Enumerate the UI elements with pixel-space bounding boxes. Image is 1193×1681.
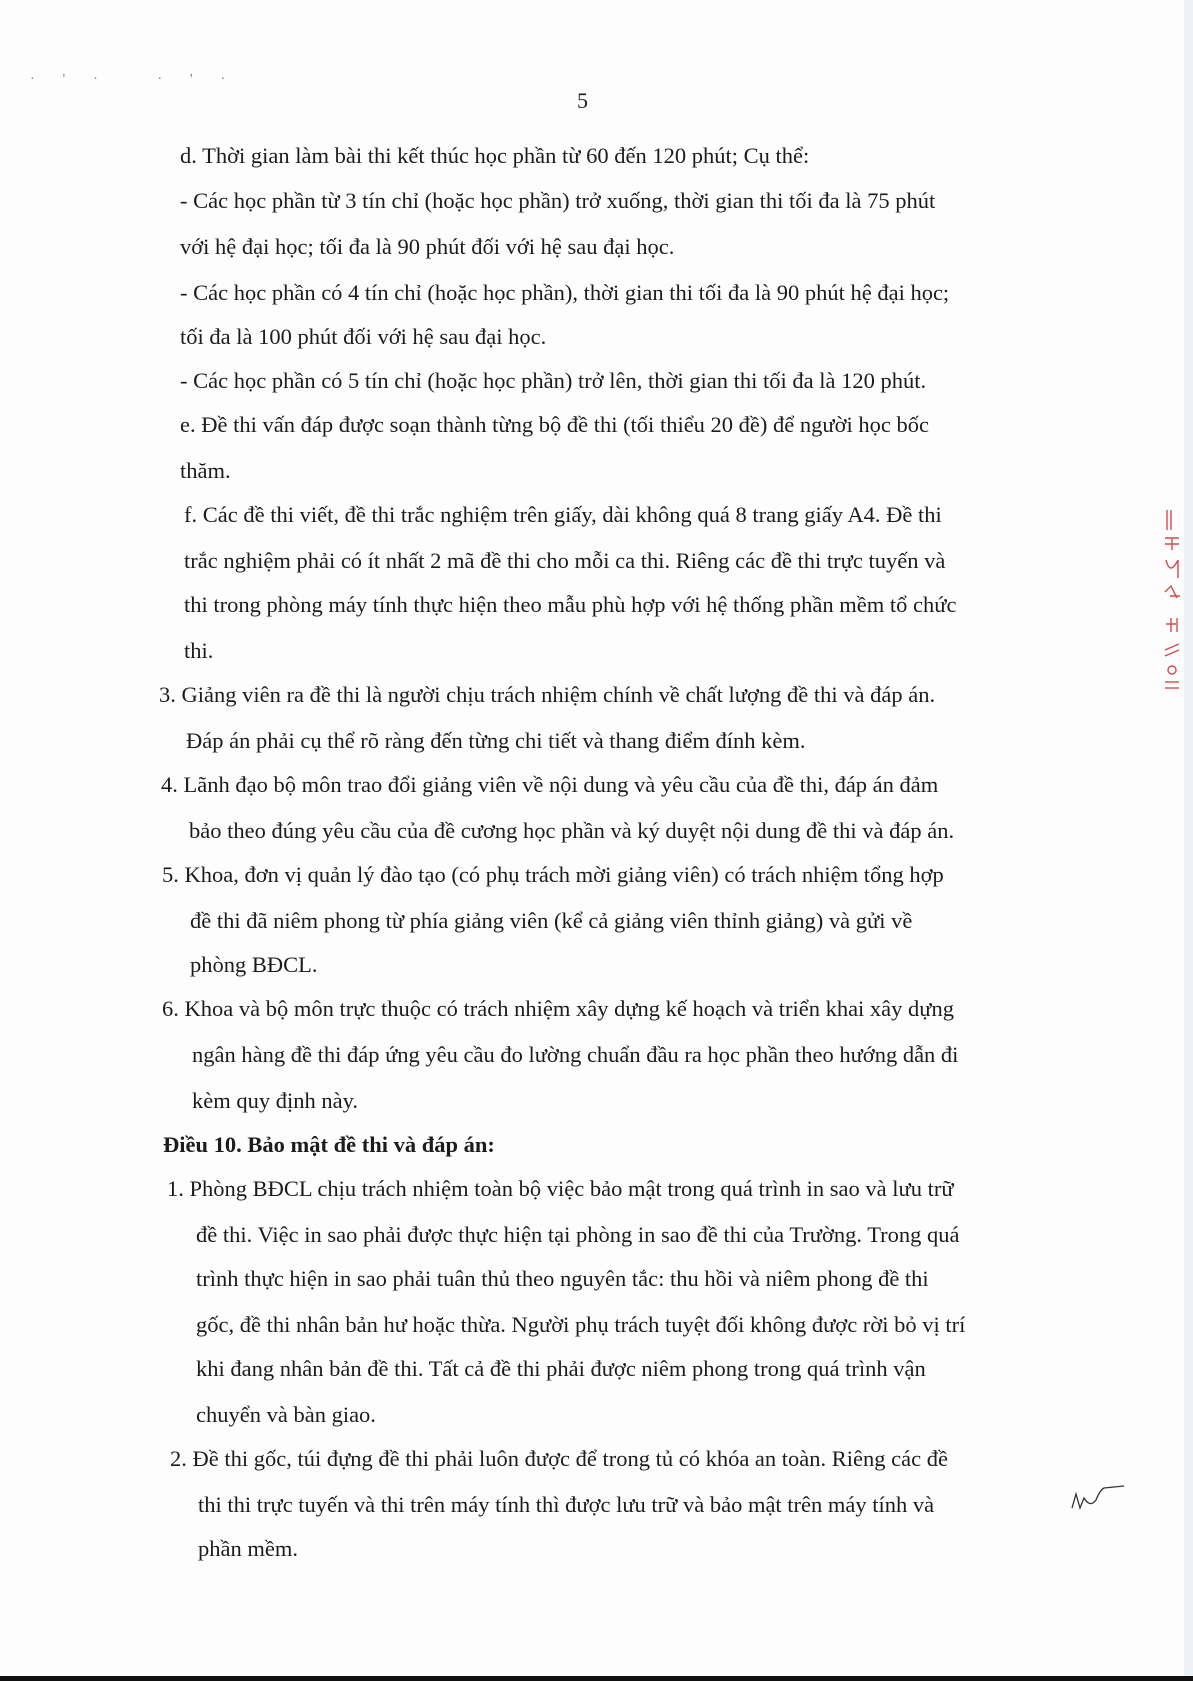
text-line: Đáp án phải cụ thể rõ ràng đến từng chi tiết và thang điểm đính kèm. <box>186 728 806 753</box>
text-line: thi thi trực tuyến và thi trên máy tính thì được lưu trữ và bảo mật trên máy tính và <box>198 1492 935 1517</box>
page-number: 5 <box>577 88 588 113</box>
text-line: trình thực hiện in sao phải tuân thủ theo nguyên tắc: thu hồi và niêm phong đề thi <box>196 1266 929 1291</box>
text-line: - Các học phần có 4 tín chỉ (hoặc học phần), thời gian thi tối đa là 90 phút hệ đại học; <box>180 280 950 305</box>
text-line: trắc nghiệm phải có ít nhất 2 mã đề thi cho mỗi ca thi. Riêng các đề thi trực tuyến và <box>184 548 946 573</box>
text-line: 6. Khoa và bộ môn trực thuộc có trách nhiệm xây dựng kế hoạch và triển khai xây dựng <box>162 996 954 1021</box>
text-line: 5. Khoa, đơn vị quản lý đào tạo (có phụ trách mời giảng viên) có trách nhiệm tổng hợp <box>162 862 944 887</box>
text-line: 2. Đề thi gốc, túi đựng đề thi phải luôn được để trong tủ có khóa an toàn. Riêng các đề <box>170 1446 948 1471</box>
text-line: tối đa là 100 phút đối với hệ sau đại học. <box>180 324 547 349</box>
text-line: với hệ đại học; tối đa là 90 phút đối với hệ sau đại học. <box>180 234 675 259</box>
text-line: - Các học phần có 5 tín chỉ (hoặc học phần) trở lên, thời gian thi tối đa là 120 phút. <box>180 368 927 393</box>
section-heading: Điều 10. Bảo mật đề thi và đáp án: <box>163 1132 495 1157</box>
text-line: gốc, đề thi nhân bản hư hoặc thừa. Người phụ trách tuyệt đối không được rời bỏ vị trí <box>196 1312 966 1337</box>
scan-marks: ·'· ·'· <box>30 72 254 87</box>
text-line: kèm quy định này. <box>192 1088 359 1113</box>
scan-edge-bar <box>1184 0 1193 1681</box>
text-line: đề thi đã niêm phong từ phía giảng viên (kể cả giảng viên thỉnh giảng) và gửi về <box>190 908 913 933</box>
text-line: chuyển và bàn giao. <box>196 1402 376 1427</box>
text-line: phòng BĐCL. <box>190 952 318 977</box>
text-line: 3. Giảng viên ra đề thi là người chịu trách nhiệm chính về chất lượng đề thi và đáp án. <box>159 682 936 707</box>
scan-bottom-edge <box>0 1676 1193 1681</box>
side-stamp-marks <box>1162 500 1184 700</box>
text-line: - Các học phần từ 3 tín chỉ (hoặc học phần) trở xuống, thời gian thi tối đa là 75 phút <box>180 188 936 213</box>
text-line: e. Đề thi vấn đáp được soạn thành từng bộ đề thi (tối thiểu 20 đề) để người học bốc <box>180 412 929 437</box>
text-line: thi trong phòng máy tính thực hiện theo mẫu phù hợp với hệ thống phần mềm tổ chức <box>184 592 957 617</box>
handwritten-initials <box>1070 1484 1130 1516</box>
text-line: đề thi. Việc in sao phải được thực hiện tại phòng in sao đề thi của Trường. Trong quá <box>196 1222 960 1247</box>
text-line: d. Thời gian làm bài thi kết thúc học phần từ 60 đến 120 phút; Cụ thể: <box>180 143 810 168</box>
text-line: thăm. <box>180 458 231 483</box>
text-line: thi. <box>184 638 214 663</box>
text-line: f. Các đề thi viết, đề thi trắc nghiệm trên giấy, dài không quá 8 trang giấy A4. Đề thi <box>184 502 942 527</box>
text-line: bảo theo đúng yêu cầu của đề cương học phần và ký duyệt nội dung đề thi và đáp án. <box>189 818 955 843</box>
text-line: 4. Lãnh đạo bộ môn trao đổi giảng viên về nội dung và yêu cầu của đề thi, đáp án đảm <box>161 772 939 797</box>
text-line: phần mềm. <box>198 1536 298 1561</box>
text-line: 1. Phòng BĐCL chịu trách nhiệm toàn bộ việc bảo mật trong quá trình in sao và lưu trữ <box>167 1176 954 1201</box>
text-line: khi đang nhân bản đề thi. Tất cả đề thi phải được niêm phong trong quá trình vận <box>196 1356 926 1381</box>
text-line: ngân hàng đề thi đáp ứng yêu cầu đo lường chuẩn đầu ra học phần theo hướng dẫn đi <box>192 1042 959 1067</box>
